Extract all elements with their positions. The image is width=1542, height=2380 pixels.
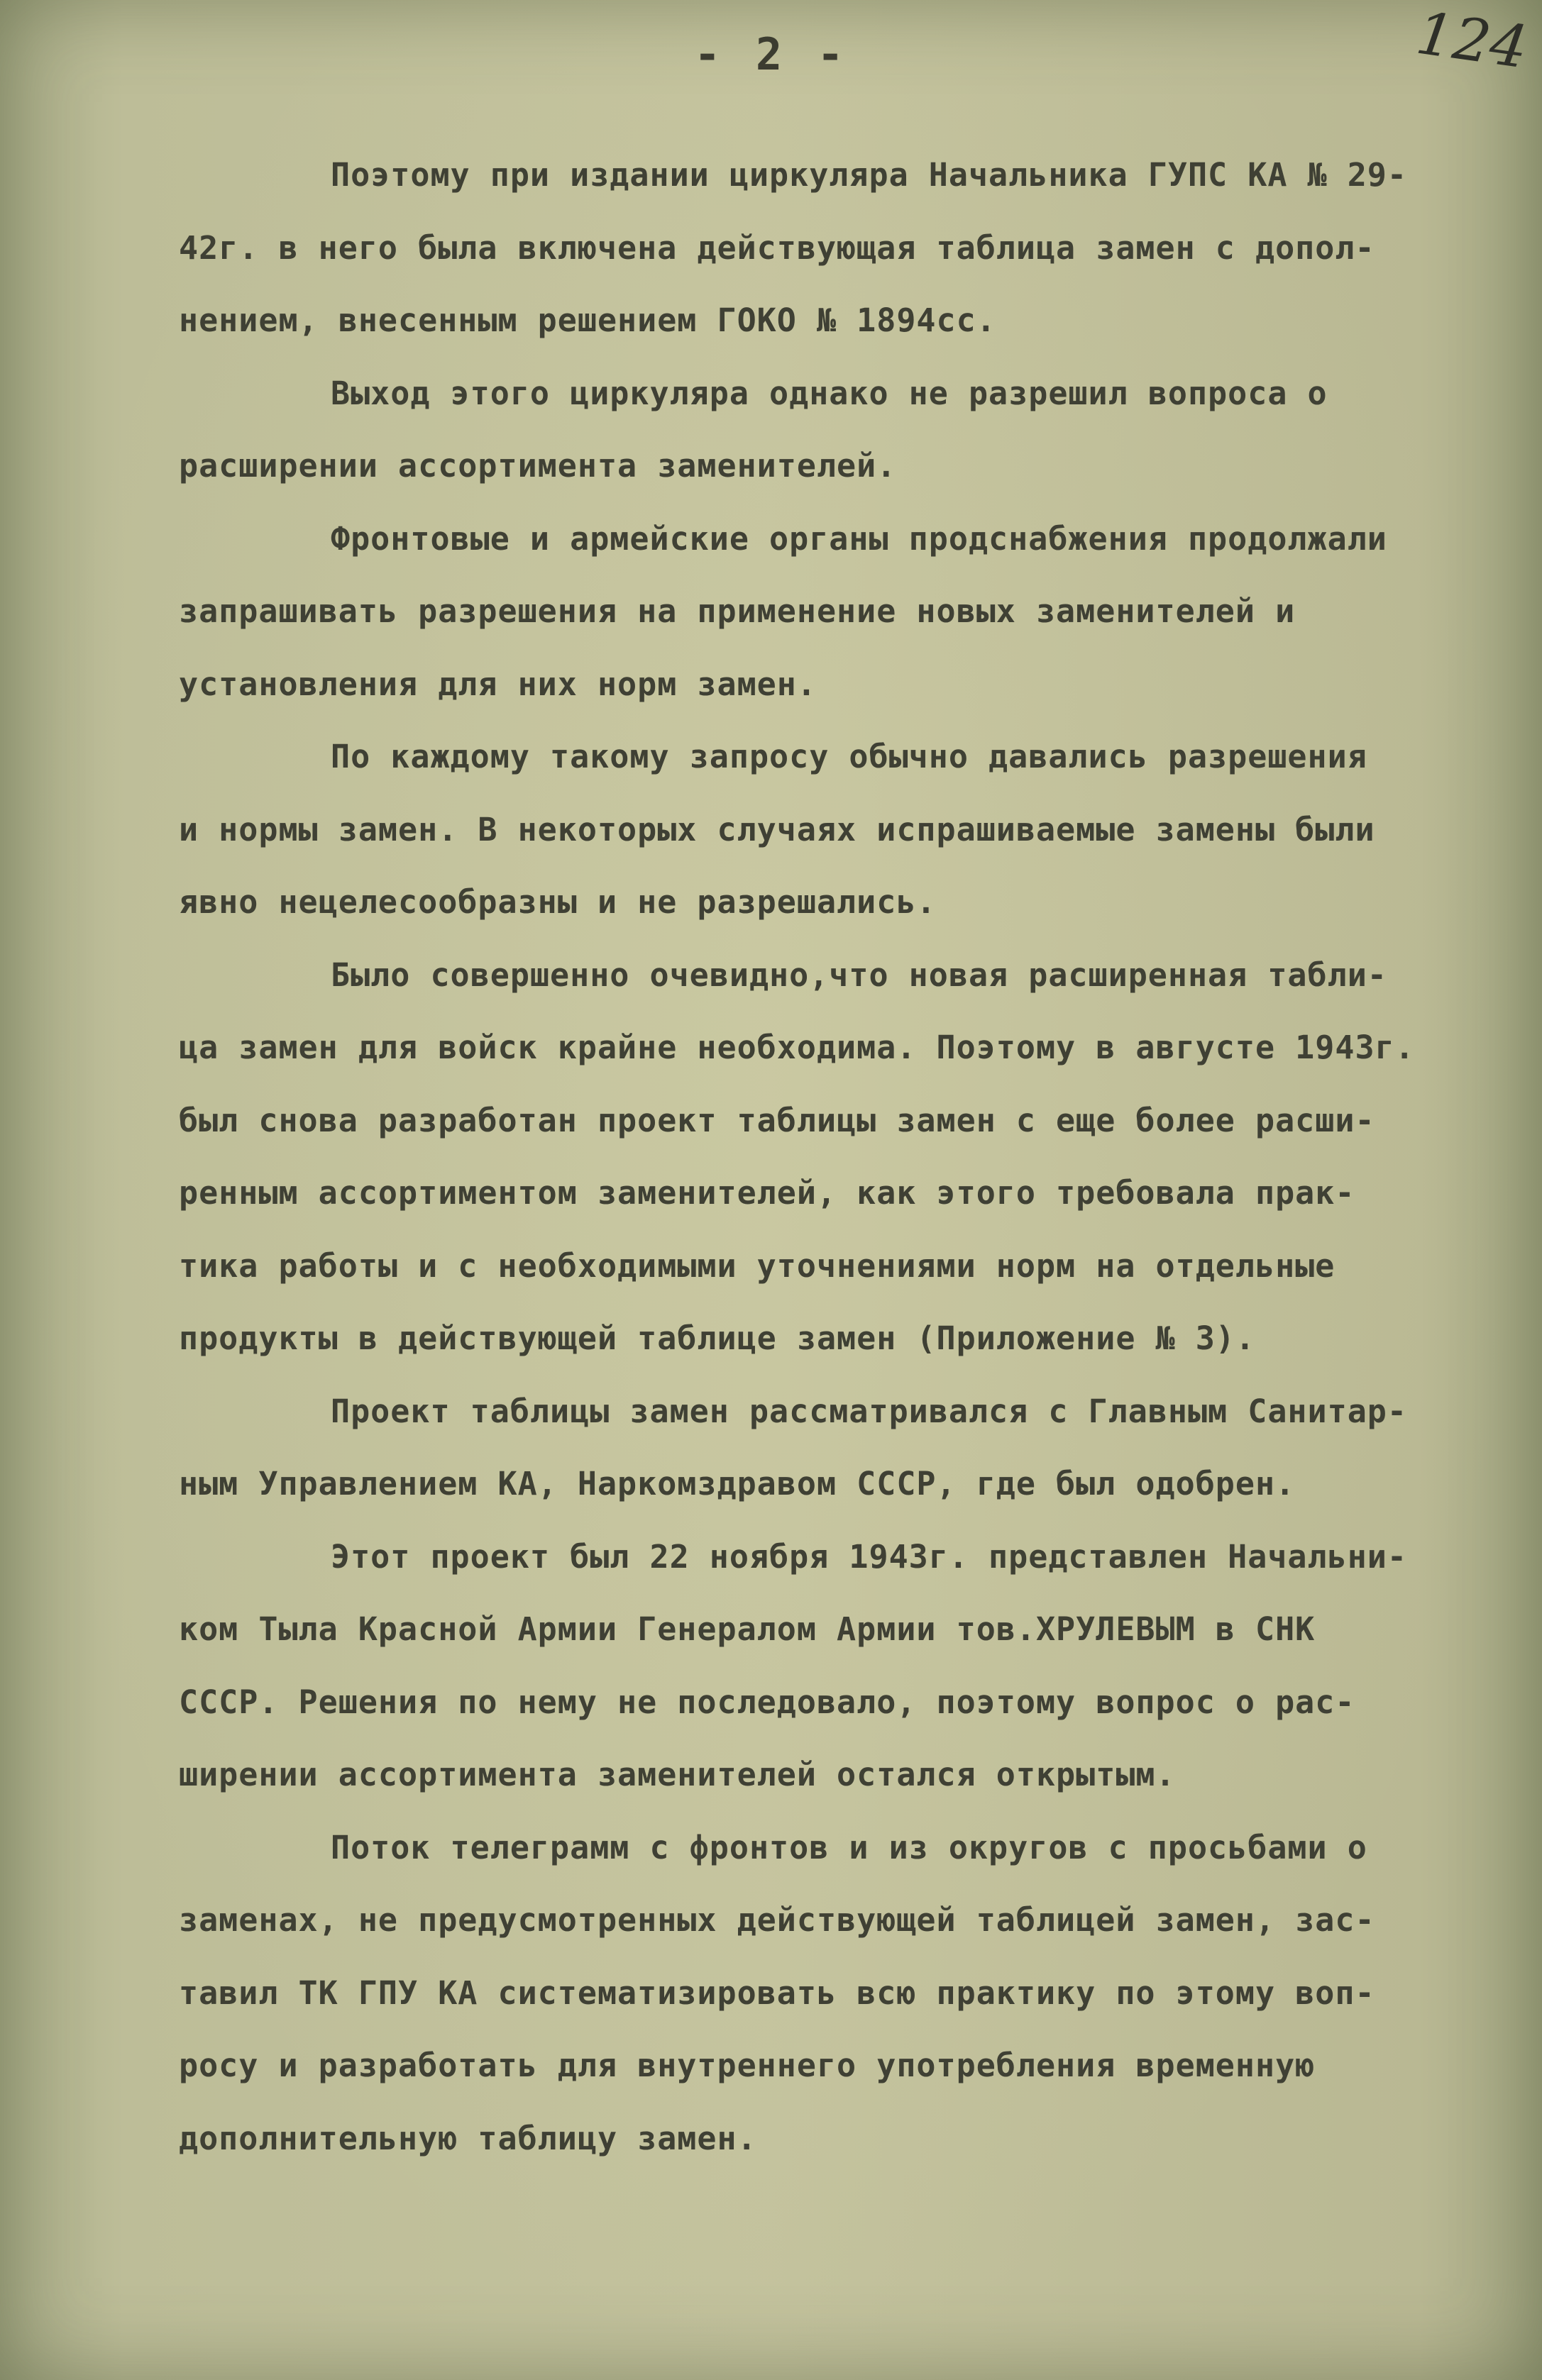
text-line: 42г. в него была включена действующая таблица замен с допол- [179, 228, 1375, 267]
page-number: - 2 - [694, 28, 848, 80]
text-line: По каждому такому запросу обычно давались разрешения [331, 738, 1367, 775]
text-line: ком Тыла Красной Армии Генералом Армии тов.ХРУЛЕВЫМ в СНК [179, 1610, 1316, 1648]
text-line: ным Управлением КА, Наркомздравом СССР, где был одобрен. [179, 1465, 1296, 1502]
text-line: продукты в действующей таблице замен (Приложение № 3). [179, 1319, 1255, 1357]
text-line: Поэтому при издании циркуляра Начальника ГУПС КА № 29- [331, 156, 1407, 194]
text-line: явно нецелесообразны и не разрешались. [179, 883, 937, 921]
text-line: запрашивать разрешения на применение новых заменителей и [179, 592, 1296, 630]
text-line: расширении ассортимента заменителей. [179, 447, 897, 485]
text-line: Было совершенно очевидно,что новая расширенная табли- [331, 956, 1387, 994]
text-line: росу и разработать для внутреннего употребления временную [179, 2047, 1316, 2084]
text-line: ренным ассортиментом заменителей, как этого требовала прак- [179, 1174, 1355, 1212]
document-body [179, 139, 1499, 2175]
text-line: СССР. Решения по нему не последовало, поэтому вопрос о рас- [179, 1683, 1355, 1721]
text-line: был снова разработан проект таблицы замен с еще более расши- [179, 1101, 1375, 1139]
text-line: Выход этого циркуляра однако не разрешил вопроса о [331, 374, 1328, 412]
text-line: ца замен для войск крайне необходима. Поэтому в августе 1943г. [179, 1029, 1415, 1066]
archive-sheet-number: 124 [1412, 0, 1532, 82]
text-line: Этот проект был 22 ноября 1943г. представлен Начальни- [331, 1537, 1407, 1576]
text-line: тавил ТК ГПУ КА систематизировать всю практику по этому воп- [179, 1974, 1375, 2012]
text-line: тика работы и с необходимыми уточнениями норм на отдельные [179, 1246, 1336, 1285]
text-line: заменах, не предусмотренных действующей таблицей замен, зас- [179, 1901, 1375, 1939]
text-line: ширении ассортимента заменителей остался открытым. [179, 1756, 1176, 1793]
text-line: Фронтовые и армейские органы продснабжения продолжали [331, 519, 1387, 558]
text-line: дополнительную таблицу замен. [179, 2119, 757, 2157]
text-line: и нормы замен. В некоторых случаях испрашиваемые замены были [179, 810, 1375, 848]
text-line: нением, внесенным решением ГОКО № 1894сс. [179, 301, 996, 339]
text-line: Проект таблицы замен рассматривался с Главным Санитар- [331, 1392, 1407, 1430]
text-line: установления для них норм замен. [179, 665, 817, 703]
text-line: Поток телеграмм с фронтов и из округов с просьбами о [331, 1828, 1367, 1866]
